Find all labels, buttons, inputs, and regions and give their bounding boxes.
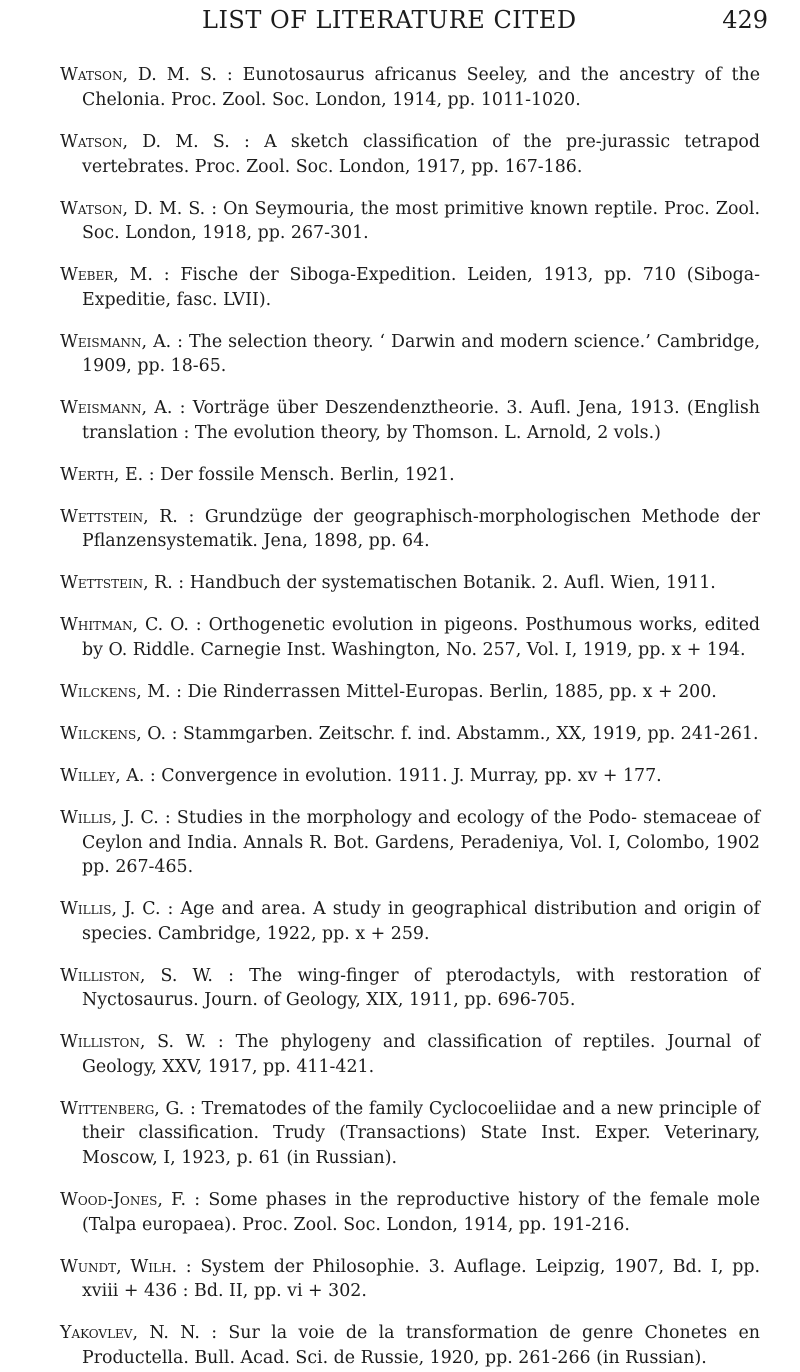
reference-author: Yakovlev, N. N. — [60, 1323, 200, 1344]
reference-entry — [60, 63, 760, 112]
reference-entry — [60, 571, 760, 596]
reference-text: : Stammgarben. Zeitschr. f. ind. Abstamm., XX, 1919, pp. 241-261. — [166, 723, 759, 744]
reference-entry — [60, 1321, 760, 1370]
reference-entry — [60, 330, 760, 379]
reference-author: Wilckens, M. — [60, 681, 171, 702]
reference-author: Watson, D. M. S. — [60, 65, 217, 86]
reference-text: : The wing-finger of pterodactyls, with restoration of Nyctosaurus. Journ. of Geology, XIX, 1911, pp. 696-705. — [82, 965, 760, 1011]
reference-entry — [60, 130, 760, 179]
reference-text: : Handbuch der systematischen Botanik. 2. Aufl. Wien, 1911. — [172, 573, 716, 594]
reference-entry — [60, 396, 760, 445]
reference-author: Wettstein, R. — [60, 506, 178, 527]
reference-author: Williston, S. W. — [60, 965, 213, 986]
page-number: 429 — [722, 6, 768, 34]
reference-text: : Sur la voie de la transformation de genre Chonetes en Productella. Bull. Acad. Sci. de Russie, 1920, pp. 261-266 (in Russian). — [82, 1323, 760, 1368]
reference-author: Weismann, A. — [60, 398, 173, 419]
reference-entry — [60, 897, 760, 946]
reference-text: : The phylogeny and classification of reptiles. Journal of Geology, XXV, 1917, pp. 411-421. — [82, 1032, 760, 1077]
reference-text: : System der Philosophie. 3. Auflage. Leipzig, 1907, Bd. I, pp. xviii + 436 : Bd. II, pp. vi + 302. — [82, 1256, 760, 1302]
reference-author: Weber, M. — [60, 265, 153, 286]
reference-text: : Orthogenetic evolution in pigeons. Posthumous works, edited by O. Riddle. Carnegie Inst. Washington, No. 257, Vol. I, 1919, pp. x + 194. — [82, 615, 761, 660]
reference-entry — [60, 964, 760, 1013]
reference-entry — [60, 463, 760, 488]
reference-entry — [60, 722, 760, 747]
reference-author: Werth, E. — [60, 464, 144, 485]
reference-list — [60, 46, 760, 1372]
reference-author: Williston, S. W. — [60, 1032, 207, 1053]
reference-text: : Age and area. A study in geographical distribution and origin of species. Cambridge, 1922, pp. x + 259. — [82, 899, 760, 944]
reference-entry — [60, 1188, 760, 1237]
reference-entry — [60, 1030, 760, 1079]
page-title: LIST OF LITERATURE CITED — [202, 6, 577, 34]
reference-author: Willis, J. C. — [60, 899, 161, 920]
reference-entry — [60, 806, 760, 880]
reference-text: : A sketch classification of the pre-jurassic tetrapod vertebrates. Proc. Zool. Soc. London, 1917, pp. 167-186. — [82, 131, 760, 177]
reference-entry — [60, 263, 760, 312]
reference-author: Wood-Jones, F. — [60, 1190, 186, 1211]
reference-entry — [60, 1097, 760, 1171]
reference-text: : Convergence in evolution. 1911. J. Murray, pp. xv + 177. — [144, 765, 662, 786]
reference-entry — [60, 764, 760, 789]
reference-text: : On Seymouria, the most primitive known reptile. Proc. Zool. Soc. London, 1918, pp. 267-301. — [82, 198, 760, 244]
reference-author: Whitman, C. O. — [60, 615, 189, 636]
reference-author: Wilckens, O. — [60, 723, 167, 744]
reference-author: Willis, J. C. — [60, 807, 159, 828]
reference-author: Weismann, A. — [60, 331, 172, 352]
reference-author: Wettstein, R. — [60, 573, 173, 594]
reference-text: : Vorträge über Deszendenztheorie. 3. Aufl. Jena, 1913. (English translation : The evolution theory, by Thomson. L. Arnold, 2 vols.) — [82, 398, 760, 443]
reference-entry — [60, 1255, 760, 1304]
reference-text: : Trematodes of the family Cyclocoeliidae and a new principle of their classification. Trudy (Transactions) State Inst. Exper. Veterinary, Moscow, I, 1923, p. 61 (in Russian). — [82, 1098, 760, 1169]
reference-entry — [60, 197, 760, 246]
reference-text: : Eunotosaurus africanus Seeley, and the ancestry of the Chelonia. Proc. Zool. Soc. London, 1914, pp. 1011-1020. — [82, 65, 760, 110]
reference-author: Wundt, Wilh. — [60, 1256, 178, 1277]
reference-text: : The selection theory. ‘ Darwin and modern science.’ Cambridge, 1909, pp. 18-65. — [82, 331, 760, 377]
reference-text: : Studies in the morphology and ecology of the Podo- stemaceae of Ceylon and India. Annals R. Bot. Gardens, Peradeniya, Vol. I, Colombo, 1902 pp. 267-465. — [82, 807, 761, 878]
reference-author: Wittenberg, G. — [60, 1098, 185, 1119]
reference-text: : Fische der Siboga-Expedition. Leiden, 1913, pp. 710 (Siboga-Expeditie, fasc. LVII). — [82, 265, 760, 310]
reference-text: : Die Rinderrassen Mittel-Europas. Berlin, 1885, pp. x + 200. — [170, 681, 717, 702]
reference-author: Watson, D. M. S. — [60, 131, 230, 152]
reference-entry — [60, 505, 760, 554]
reference-author: Watson, D. M. S. — [60, 198, 206, 219]
reference-text: : Some phases in the reproductive history of the female mole (Talpa europaea). Proc. Zool. Soc. London, 1914, pp. 191-216. — [82, 1190, 760, 1235]
reference-text: : Der fossile Mensch. Berlin, 1921. — [143, 464, 455, 485]
reference-entry — [60, 613, 760, 662]
reference-author: Willey, A. — [60, 765, 145, 786]
running-head — [0, 6, 800, 36]
reference-entry — [60, 680, 760, 705]
reference-text: : Grundzüge der geographisch-morphologischen Methode der Pflanzensystematik. Jena, 1898, pp. 64. — [82, 506, 760, 552]
